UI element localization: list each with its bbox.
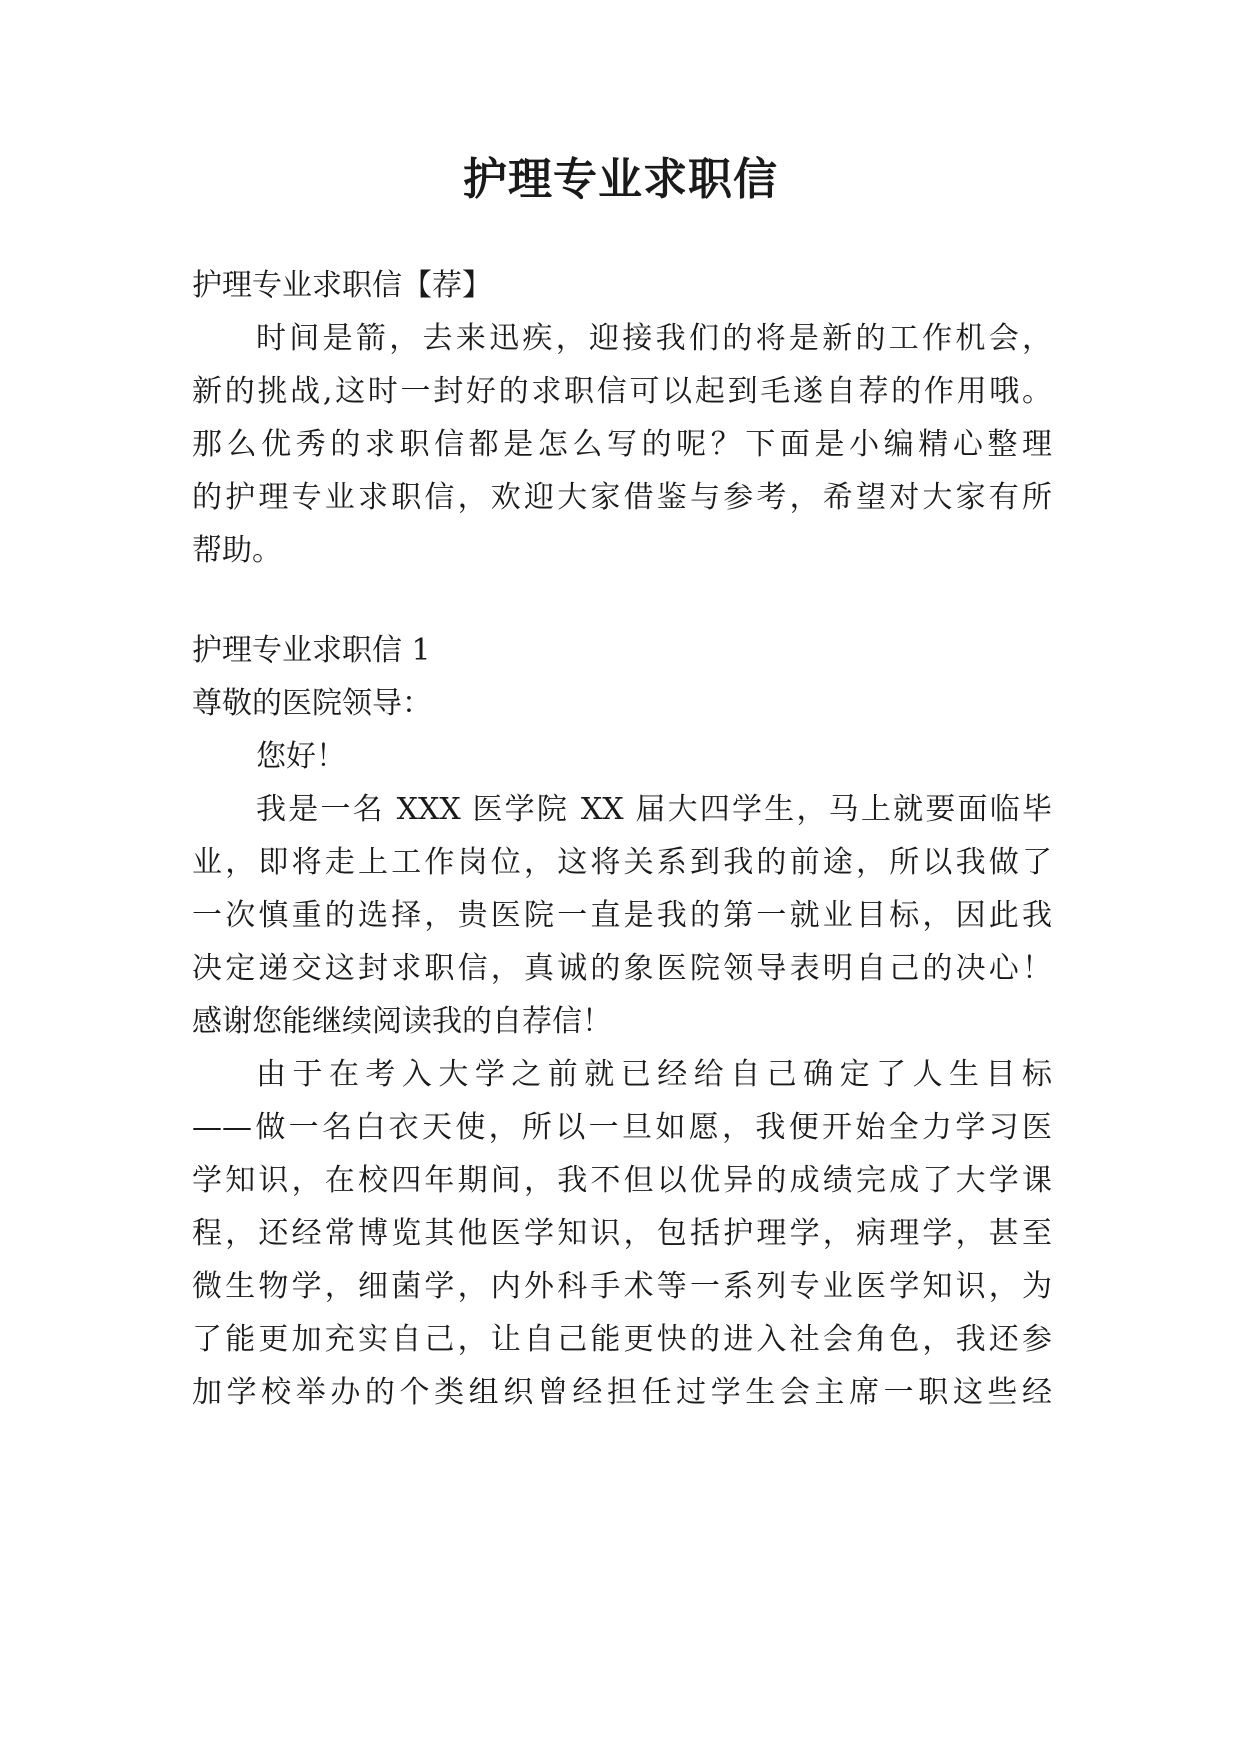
intro-line: 时间是箭，去来迅疾，迎接我们的将是新的工作机会， — [256, 321, 1052, 356]
intro-line: 新的挑战,这时一封好的求职信可以起到毛遂自荐的作用哦。 — [192, 374, 1052, 409]
paragraph-line: 感谢您能继续阅读我的自荐信！ — [192, 1004, 612, 1039]
paragraph-line: 由于在考入大学之前就已经给自己确定了人生目标 — [256, 1057, 1052, 1092]
intro-line: 帮助。 — [192, 533, 282, 568]
paragraph-line: 加学校举办的个类组织曾经担任过学生会主席一职这些经 — [192, 1375, 1052, 1410]
paragraph-line: ——做一名白衣天使，所以一旦如愿，我便开始全力学习医 — [192, 1110, 1052, 1145]
document-title: 护理专业求职信 — [463, 154, 778, 205]
intro-line: 的护理专业求职信，欢迎大家借鉴与参考，希望对大家有所 — [192, 480, 1052, 515]
paragraph-line: 学知识，在校四年期间，我不但以优异的成绩完成了大学课 — [192, 1163, 1052, 1198]
paragraph-line: 业，即将走上工作岗位，这将关系到我的前途，所以我做了 — [192, 845, 1052, 880]
paragraph-line: 一次慎重的选择，贵医院一直是我的第一就业目标，因此我 — [192, 898, 1052, 933]
paragraph-line: 决定递交这封求职信，真诚的象医院领导表明自己的决心！ — [192, 951, 1052, 986]
paragraph-line: 了能更加充实自己，让自己能更快的进入社会角色，我还参 — [192, 1322, 1052, 1357]
document-subtitle: 护理专业求职信【荐】 — [192, 268, 492, 303]
paragraph-line: 我是一名 XXX 医学院 XX 届大四学生，马上就要面临毕 — [256, 792, 1052, 827]
salutation: 尊敬的医院领导： — [192, 686, 432, 721]
letter-heading: 护理专业求职信 1 — [192, 633, 431, 668]
intro-line: 那么优秀的求职信都是怎么写的呢？下面是小编精心整理 — [192, 427, 1052, 462]
greeting: 您好！ — [256, 739, 346, 774]
paragraph-line: 微生物学，细菌学，内外科手术等一系列专业医学知识，为 — [192, 1269, 1052, 1304]
paragraph-line: 程，还经常博览其他医学知识，包括护理学，病理学，甚至 — [192, 1216, 1052, 1251]
